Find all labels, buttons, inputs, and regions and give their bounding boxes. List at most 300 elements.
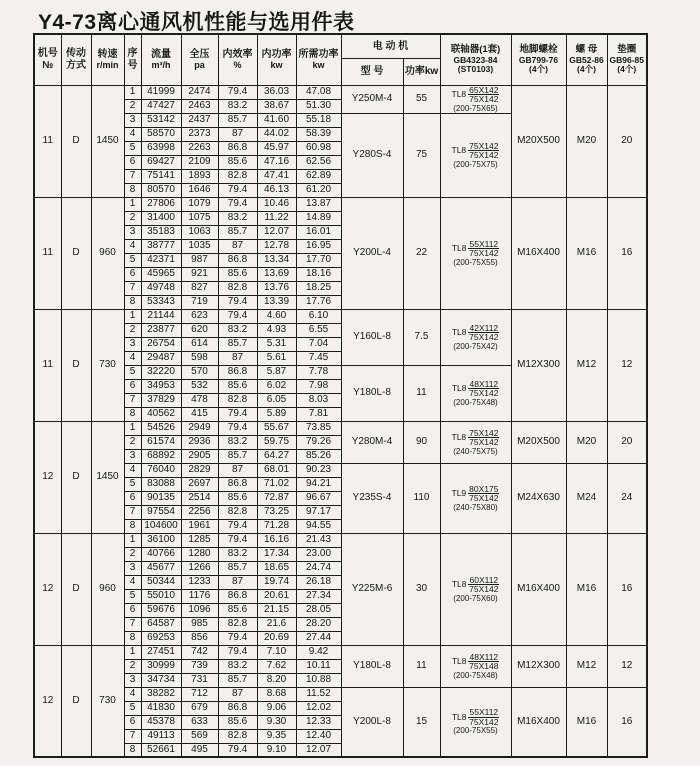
coupling-size-fraction <box>468 708 499 726</box>
required-power-cell: 10.88 <box>296 673 341 687</box>
motor-model-cell: Y280M-4 <box>341 421 403 463</box>
machine-no-cell: 11 <box>34 85 61 197</box>
efficiency-cell: 83.2 <box>218 323 257 337</box>
pressure-cell: 2437 <box>181 113 218 127</box>
internal-power-cell: 47.41 <box>257 169 296 183</box>
washer-cell: 20 <box>607 421 647 463</box>
pressure-cell: 633 <box>181 715 218 729</box>
coupling-cell <box>440 85 511 113</box>
machine-no-cell: 11 <box>34 197 61 309</box>
seq-cell: 2 <box>124 547 141 561</box>
table-row <box>34 687 647 701</box>
coupling-size-numerator: 80X175 <box>469 483 499 494</box>
anchor-bolt-cell: M12X300 <box>511 309 566 421</box>
col-header-coupling: 联轴器(1套) GB4323-84 (ST0103) <box>440 34 511 85</box>
col-header-pressure: 全压 pa <box>181 34 218 85</box>
required-power-cell: 51.30 <box>296 99 341 113</box>
nut-cell: M16 <box>566 533 607 645</box>
coupling-cell <box>440 463 511 533</box>
efficiency-cell: 87 <box>218 127 257 141</box>
required-power-cell: 21.43 <box>296 533 341 547</box>
pressure-cell: 731 <box>181 673 218 687</box>
efficiency-cell: 85.7 <box>218 113 257 127</box>
efficiency-cell: 86.8 <box>218 365 257 379</box>
pressure-cell: 2263 <box>181 141 218 155</box>
seq-cell: 4 <box>124 687 141 701</box>
seq-cell: 3 <box>124 673 141 687</box>
efficiency-cell: 83.2 <box>218 547 257 561</box>
required-power-cell: 14.89 <box>296 211 341 225</box>
flow-cell: 31400 <box>141 211 181 225</box>
required-power-cell: 10.11 <box>296 659 341 673</box>
internal-power-cell: 72.87 <box>257 491 296 505</box>
flow-cell: 54526 <box>141 421 181 435</box>
coupling-size-denominator: 75X142 <box>469 150 499 160</box>
internal-power-cell: 68.01 <box>257 463 296 477</box>
internal-power-cell: 36.03 <box>257 85 296 99</box>
table-header <box>34 34 647 85</box>
pressure-cell: 2936 <box>181 435 218 449</box>
table-row <box>34 85 647 99</box>
internal-power-cell: 21.6 <box>257 617 296 631</box>
required-power-cell: 94.55 <box>296 519 341 533</box>
efficiency-cell: 87 <box>218 239 257 253</box>
coupling-cell <box>440 687 511 757</box>
col-header-anchor-bolt: 地脚螺栓 GB799-76 (4个) <box>511 34 566 85</box>
pressure-cell: 2463 <box>181 99 218 113</box>
motor-model-cell: Y200L-8 <box>341 687 403 757</box>
coupling-size-denominator: 75X142 <box>469 248 499 258</box>
required-power-cell: 28.20 <box>296 617 341 631</box>
flow-cell: 40766 <box>141 547 181 561</box>
coupling-type: TL8 <box>451 432 467 443</box>
coupling-type: TL8 <box>451 145 467 156</box>
coupling-note: (200-75X42) <box>453 341 498 351</box>
coupling-type: TL8 <box>451 579 467 590</box>
machine-no-cell: 11 <box>34 309 61 421</box>
col-header-machine-no: 机号 № <box>34 34 61 85</box>
required-power-cell: 85.26 <box>296 449 341 463</box>
seq-cell: 8 <box>124 183 141 197</box>
internal-power-cell: 13.34 <box>257 253 296 267</box>
pressure-cell: 415 <box>181 407 218 421</box>
required-power-cell: 96.67 <box>296 491 341 505</box>
efficiency-cell: 85.6 <box>218 715 257 729</box>
pressure-cell: 1285 <box>181 533 218 547</box>
flow-cell: 36100 <box>141 533 181 547</box>
pressure-cell: 2905 <box>181 449 218 463</box>
table-row <box>34 197 647 211</box>
nut-cell: M12 <box>566 645 607 687</box>
col-header-nut: 螺 母 GB52-86 (4个) <box>566 34 607 85</box>
internal-power-cell: 13.76 <box>257 281 296 295</box>
required-power-cell: 13.87 <box>296 197 341 211</box>
efficiency-cell: 82.8 <box>218 729 257 743</box>
flow-cell: 41999 <box>141 85 181 99</box>
pressure-cell: 532 <box>181 379 218 393</box>
motor-power-cell: 90 <box>403 421 440 463</box>
motor-power-cell: 22 <box>403 197 440 309</box>
coupling-size-numerator: 48X112 <box>469 651 499 662</box>
required-power-cell: 11.52 <box>296 687 341 701</box>
coupling-spec <box>441 708 511 726</box>
pressure-cell: 478 <box>181 393 218 407</box>
seq-cell: 8 <box>124 407 141 421</box>
required-power-cell: 12.33 <box>296 715 341 729</box>
coupling-note: (200-75X48) <box>453 670 498 680</box>
pressure-cell: 856 <box>181 631 218 645</box>
motor-power-cell: 15 <box>403 687 440 757</box>
internal-power-cell: 8.20 <box>257 673 296 687</box>
internal-power-cell: 20.61 <box>257 589 296 603</box>
anchor-bolt-cell: M20X500 <box>511 421 566 463</box>
coupling-note: (200-75X48) <box>453 397 498 407</box>
table-row <box>34 421 647 435</box>
machine-no-cell: 12 <box>34 645 61 757</box>
required-power-cell: 12.07 <box>296 743 341 757</box>
pressure-cell: 921 <box>181 267 218 281</box>
flow-cell: 47427 <box>141 99 181 113</box>
seq-cell: 5 <box>124 701 141 715</box>
pressure-cell: 569 <box>181 729 218 743</box>
coupling-note: (200-75X55) <box>453 726 498 736</box>
coupling-size-denominator: 75X142 <box>469 437 499 447</box>
efficiency-cell: 85.7 <box>218 225 257 239</box>
efficiency-cell: 86.8 <box>218 477 257 491</box>
col-header-efficiency: 内效率 % <box>218 34 257 85</box>
flow-cell: 52661 <box>141 743 181 757</box>
motor-model-cell: Y280S-4 <box>341 113 403 197</box>
internal-power-cell: 12.07 <box>257 225 296 239</box>
required-power-cell: 60.98 <box>296 141 341 155</box>
flow-cell: 76040 <box>141 463 181 477</box>
coupling-size-numerator: 55X112 <box>469 707 499 718</box>
seq-cell: 5 <box>124 589 141 603</box>
internal-power-cell: 44.02 <box>257 127 296 141</box>
coupling-size-denominator: 75X142 <box>469 94 499 104</box>
flow-cell: 80570 <box>141 183 181 197</box>
efficiency-cell: 79.4 <box>218 407 257 421</box>
coupling-type: TL9 <box>451 488 467 499</box>
efficiency-cell: 79.4 <box>218 421 257 435</box>
pressure-cell: 1035 <box>181 239 218 253</box>
seq-cell: 8 <box>124 631 141 645</box>
required-power-cell: 7.45 <box>296 351 341 365</box>
efficiency-cell: 83.2 <box>218 659 257 673</box>
internal-power-cell: 21.15 <box>257 603 296 617</box>
pressure-cell: 1646 <box>181 183 218 197</box>
required-power-cell: 90.23 <box>296 463 341 477</box>
internal-power-cell: 16.16 <box>257 533 296 547</box>
nut-cell: M16 <box>566 197 607 309</box>
pressure-cell: 623 <box>181 309 218 323</box>
coupling-size-numerator: 75X142 <box>469 140 499 151</box>
efficiency-cell: 87 <box>218 687 257 701</box>
required-power-cell: 7.78 <box>296 365 341 379</box>
internal-power-cell: 8.68 <box>257 687 296 701</box>
coupling-spec <box>441 576 511 594</box>
efficiency-cell: 79.4 <box>218 309 257 323</box>
flow-cell: 69253 <box>141 631 181 645</box>
seq-cell: 5 <box>124 141 141 155</box>
seq-cell: 2 <box>124 99 141 113</box>
required-power-cell: 27.34 <box>296 589 341 603</box>
pressure-cell: 1063 <box>181 225 218 239</box>
internal-power-cell: 71.02 <box>257 477 296 491</box>
coupling-size-numerator: 48X112 <box>469 378 499 389</box>
coupling-size-fraction <box>468 240 499 258</box>
seq-cell: 3 <box>124 113 141 127</box>
coupling-type: TL8 <box>451 89 467 100</box>
flow-cell: 35183 <box>141 225 181 239</box>
coupling-spec <box>441 485 511 503</box>
efficiency-cell: 82.8 <box>218 169 257 183</box>
required-power-cell: 18.25 <box>296 281 341 295</box>
coupling-size-numerator: 60X112 <box>469 574 499 585</box>
coupling-size-numerator: 42X112 <box>469 322 499 333</box>
efficiency-cell: 85.7 <box>218 561 257 575</box>
coupling-size-fraction <box>468 142 499 160</box>
pressure-cell: 570 <box>181 365 218 379</box>
pressure-cell: 2697 <box>181 477 218 491</box>
internal-power-cell: 13.39 <box>257 295 296 309</box>
efficiency-cell: 82.8 <box>218 505 257 519</box>
coupling-size-denominator: 75X142 <box>469 493 499 503</box>
seq-cell: 7 <box>124 617 141 631</box>
required-power-cell: 94.21 <box>296 477 341 491</box>
machine-no-cell: 12 <box>34 533 61 645</box>
coupling-note: (200-75X55) <box>453 257 498 267</box>
seq-cell: 6 <box>124 715 141 729</box>
motor-power-cell: 7.5 <box>403 309 440 365</box>
drive-cell: D <box>61 309 91 421</box>
pressure-cell: 1096 <box>181 603 218 617</box>
seq-cell: 6 <box>124 155 141 169</box>
pressure-cell: 987 <box>181 253 218 267</box>
seq-cell: 5 <box>124 477 141 491</box>
speed-cell: 960 <box>91 197 124 309</box>
efficiency-cell: 79.4 <box>218 533 257 547</box>
coupling-type: TL8 <box>451 383 467 394</box>
washer-cell: 16 <box>607 687 647 757</box>
efficiency-cell: 79.4 <box>218 519 257 533</box>
coupling-size-denominator: 75X142 <box>469 584 499 594</box>
anchor-bolt-cell: M20X500 <box>511 85 566 197</box>
required-power-cell: 7.81 <box>296 407 341 421</box>
flow-cell: 83088 <box>141 477 181 491</box>
seq-cell: 5 <box>124 365 141 379</box>
seq-cell: 4 <box>124 127 141 141</box>
seq-cell: 6 <box>124 603 141 617</box>
internal-power-cell: 11.22 <box>257 211 296 225</box>
seq-cell: 1 <box>124 533 141 547</box>
motor-model-cell: Y225M-6 <box>341 533 403 645</box>
table-row <box>34 463 647 477</box>
motor-model-cell: Y180L-8 <box>341 645 403 687</box>
coupling-size-fraction <box>468 324 499 342</box>
efficiency-cell: 83.2 <box>218 99 257 113</box>
pressure-cell: 2949 <box>181 421 218 435</box>
flow-cell: 40562 <box>141 407 181 421</box>
machine-no-cell: 12 <box>34 421 61 533</box>
pressure-cell: 827 <box>181 281 218 295</box>
col-header-speed: 转速 r/min <box>91 34 124 85</box>
internal-power-cell: 19.74 <box>257 575 296 589</box>
pressure-cell: 742 <box>181 645 218 659</box>
coupling-cell <box>440 309 511 365</box>
flow-cell: 27806 <box>141 197 181 211</box>
efficiency-cell: 85.6 <box>218 491 257 505</box>
pressure-cell: 2514 <box>181 491 218 505</box>
coupling-size-fraction <box>468 485 499 503</box>
required-power-cell: 62.89 <box>296 169 341 183</box>
seq-cell: 6 <box>124 379 141 393</box>
coupling-spec <box>441 653 511 671</box>
efficiency-cell: 85.6 <box>218 155 257 169</box>
internal-power-cell: 38.67 <box>257 99 296 113</box>
flow-cell: 64587 <box>141 617 181 631</box>
col-header-motor-model: 型 号 <box>341 58 403 85</box>
required-power-cell: 12.02 <box>296 701 341 715</box>
flow-cell: 50344 <box>141 575 181 589</box>
flow-cell: 23877 <box>141 323 181 337</box>
flow-cell: 69427 <box>141 155 181 169</box>
pressure-cell: 2829 <box>181 463 218 477</box>
flow-cell: 38777 <box>141 239 181 253</box>
efficiency-cell: 85.7 <box>218 337 257 351</box>
flow-cell: 63998 <box>141 141 181 155</box>
required-power-cell: 58.39 <box>296 127 341 141</box>
seq-cell: 4 <box>124 351 141 365</box>
performance-table <box>33 33 648 758</box>
motor-model-cell: Y235S-4 <box>341 463 403 533</box>
flow-cell: 41830 <box>141 701 181 715</box>
washer-cell: 16 <box>607 533 647 645</box>
required-power-cell: 26.18 <box>296 575 341 589</box>
internal-power-cell: 4.93 <box>257 323 296 337</box>
coupling-size-fraction <box>468 576 499 594</box>
efficiency-cell: 87 <box>218 463 257 477</box>
efficiency-cell: 79.4 <box>218 183 257 197</box>
motor-model-cell: Y180L-8 <box>341 365 403 421</box>
seq-cell: 8 <box>124 743 141 757</box>
internal-power-cell: 13.69 <box>257 267 296 281</box>
drive-cell: D <box>61 533 91 645</box>
flow-cell: 53343 <box>141 295 181 309</box>
pressure-cell: 2373 <box>181 127 218 141</box>
seq-cell: 3 <box>124 449 141 463</box>
speed-cell: 960 <box>91 533 124 645</box>
table-row <box>34 533 647 547</box>
seq-cell: 7 <box>124 393 141 407</box>
anchor-bolt-cell: M12X300 <box>511 645 566 687</box>
col-header-required-power: 所需功率 kw <box>296 34 341 85</box>
coupling-size-denominator: 75X142 <box>469 332 499 342</box>
required-power-cell: 9.42 <box>296 645 341 659</box>
pressure-cell: 598 <box>181 351 218 365</box>
efficiency-cell: 85.6 <box>218 379 257 393</box>
nut-cell: M20 <box>566 85 607 197</box>
col-header-internal-power: 内功率 kw <box>257 34 296 85</box>
col-header-flow: 流量 m³/h <box>141 34 181 85</box>
pressure-cell: 614 <box>181 337 218 351</box>
pressure-cell: 679 <box>181 701 218 715</box>
motor-power-cell: 11 <box>403 645 440 687</box>
pressure-cell: 1893 <box>181 169 218 183</box>
internal-power-cell: 9.10 <box>257 743 296 757</box>
seq-cell: 3 <box>124 337 141 351</box>
nut-cell: M24 <box>566 463 607 533</box>
motor-power-cell: 110 <box>403 463 440 533</box>
pressure-cell: 1233 <box>181 575 218 589</box>
required-power-cell: 16.95 <box>296 239 341 253</box>
coupling-size-fraction <box>468 429 499 447</box>
motor-power-cell: 75 <box>403 113 440 197</box>
internal-power-cell: 6.02 <box>257 379 296 393</box>
seq-cell: 7 <box>124 281 141 295</box>
nut-cell: M12 <box>566 309 607 421</box>
efficiency-cell: 87 <box>218 575 257 589</box>
internal-power-cell: 9.06 <box>257 701 296 715</box>
flow-cell: 58570 <box>141 127 181 141</box>
efficiency-cell: 85.6 <box>218 603 257 617</box>
coupling-cell <box>440 533 511 645</box>
coupling-cell <box>440 197 511 309</box>
seq-cell: 3 <box>124 561 141 575</box>
drive-cell: D <box>61 85 91 197</box>
coupling-spec <box>441 142 511 160</box>
internal-power-cell: 6.05 <box>257 393 296 407</box>
efficiency-cell: 79.4 <box>218 85 257 99</box>
coupling-size-denominator: 75X148 <box>469 661 499 671</box>
efficiency-cell: 85.6 <box>218 267 257 281</box>
coupling-type: TL8 <box>451 243 467 254</box>
coupling-note: (240-75X75) <box>453 446 498 456</box>
pressure-cell: 2474 <box>181 85 218 99</box>
efficiency-cell: 79.4 <box>218 743 257 757</box>
flow-cell: 49113 <box>141 729 181 743</box>
efficiency-cell: 79.4 <box>218 197 257 211</box>
flow-cell: 38282 <box>141 687 181 701</box>
flow-cell: 34734 <box>141 673 181 687</box>
efficiency-cell: 82.8 <box>218 617 257 631</box>
seq-cell: 8 <box>124 519 141 533</box>
coupling-type: TL8 <box>451 656 467 667</box>
page-title: Y4-73离心通风机性能与选用件表 <box>38 11 355 34</box>
required-power-cell: 8.03 <box>296 393 341 407</box>
seq-cell: 1 <box>124 197 141 211</box>
flow-cell: 104600 <box>141 519 181 533</box>
required-power-cell: 61.20 <box>296 183 341 197</box>
seq-cell: 6 <box>124 491 141 505</box>
internal-power-cell: 46.13 <box>257 183 296 197</box>
coupling-size-denominator: 75X142 <box>469 388 499 398</box>
seq-cell: 2 <box>124 211 141 225</box>
table-row <box>34 645 647 659</box>
seq-cell: 4 <box>124 239 141 253</box>
efficiency-cell: 86.8 <box>218 701 257 715</box>
required-power-cell: 16.01 <box>296 225 341 239</box>
flow-cell: 61574 <box>141 435 181 449</box>
required-power-cell: 17.70 <box>296 253 341 267</box>
table-row <box>34 309 647 323</box>
washer-cell: 12 <box>607 645 647 687</box>
table-body <box>34 85 647 757</box>
required-power-cell: 97.17 <box>296 505 341 519</box>
internal-power-cell: 5.31 <box>257 337 296 351</box>
efficiency-cell: 85.7 <box>218 673 257 687</box>
pressure-cell: 1176 <box>181 589 218 603</box>
